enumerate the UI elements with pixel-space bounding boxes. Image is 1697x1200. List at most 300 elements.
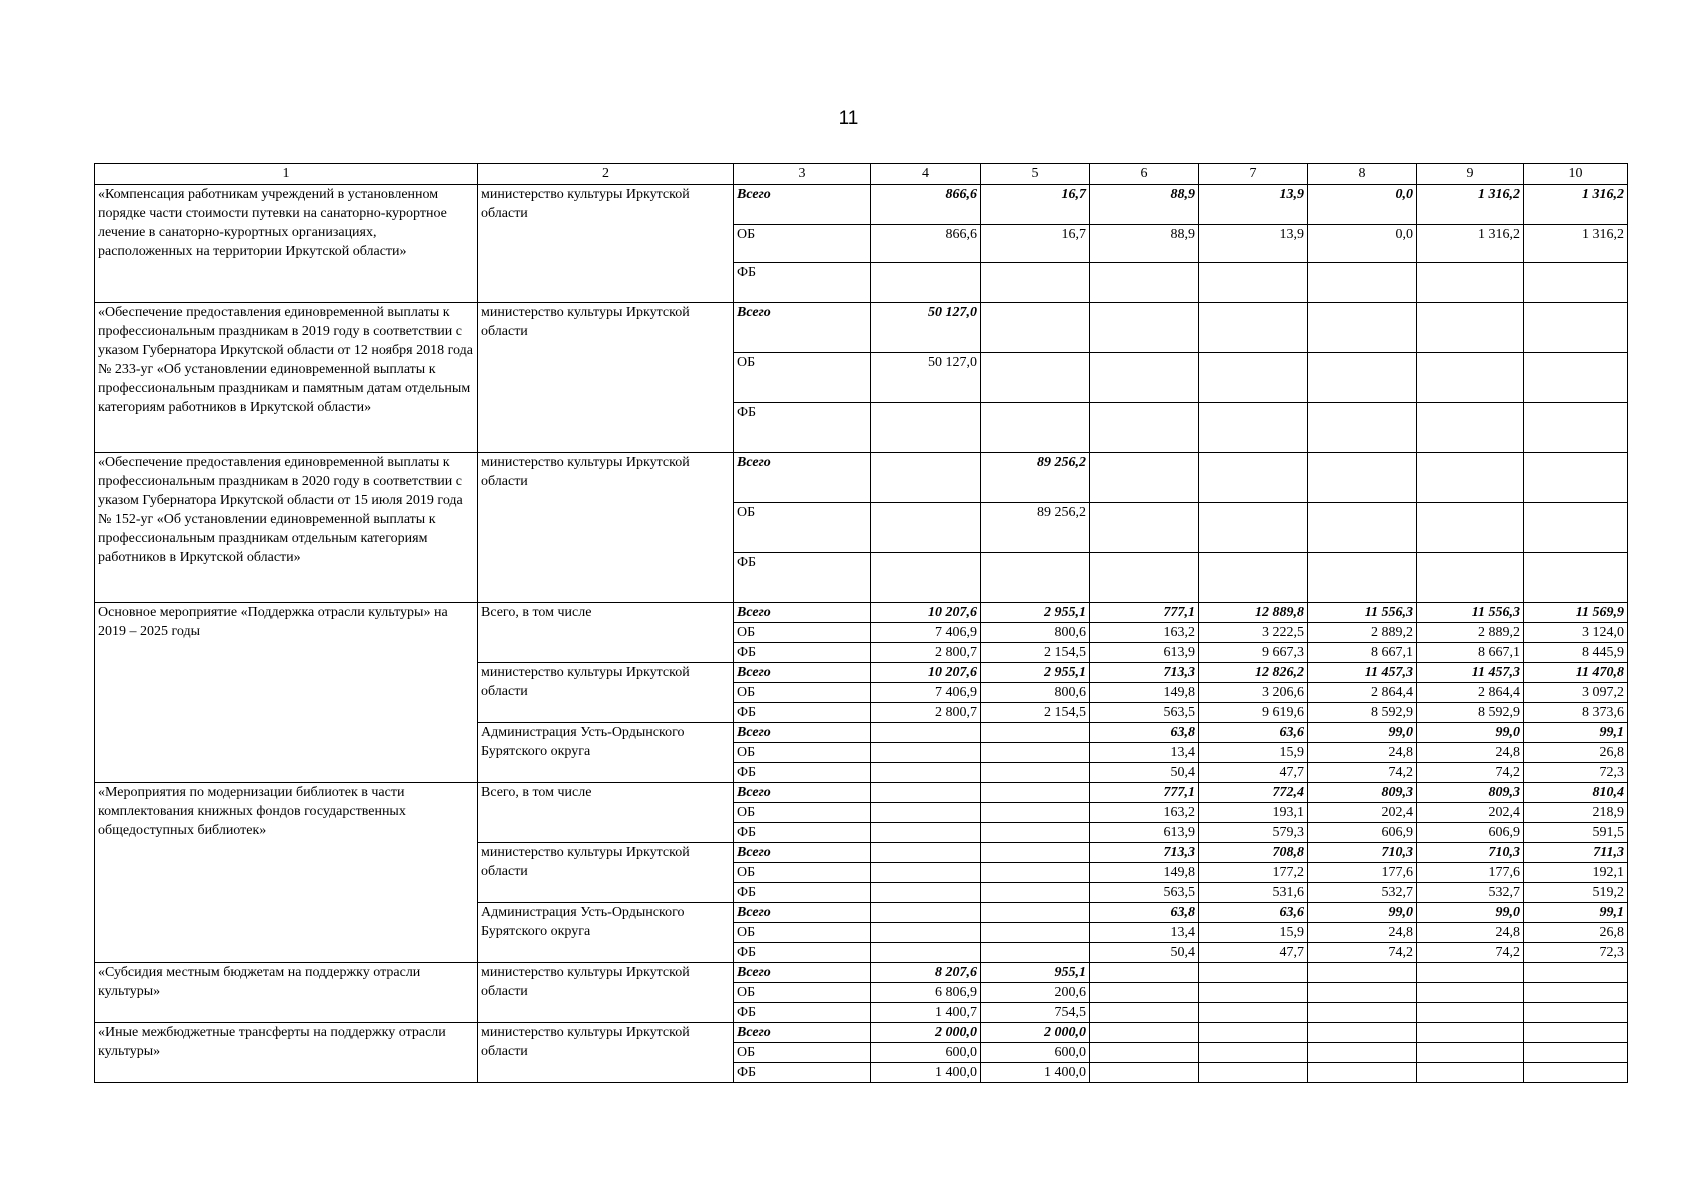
amount-cell: 0,0 <box>1308 185 1417 225</box>
amount-cell: 24,8 <box>1308 923 1417 943</box>
amount-cell: 50,4 <box>1090 763 1199 783</box>
amount-cell <box>1524 1023 1628 1043</box>
amount-cell <box>1308 303 1417 353</box>
funding-source: ФБ <box>734 643 871 663</box>
amount-cell: 600,0 <box>871 1043 981 1063</box>
amount-cell: 11 470,8 <box>1524 663 1628 683</box>
amount-cell: 1 316,2 <box>1417 225 1524 263</box>
amount-cell <box>871 453 981 503</box>
executor: министерство культуры Иркутской области <box>478 303 734 453</box>
amount-cell: 713,3 <box>1090 663 1199 683</box>
amount-cell <box>1417 1063 1524 1083</box>
amount-cell <box>1199 453 1308 503</box>
amount-cell: 2 800,7 <box>871 643 981 663</box>
amount-cell: 866,6 <box>871 225 981 263</box>
amount-cell <box>981 803 1090 823</box>
amount-cell: 6 806,9 <box>871 983 981 1003</box>
amount-cell: 11 556,3 <box>1308 603 1417 623</box>
amount-cell: 8 373,6 <box>1524 703 1628 723</box>
amount-cell <box>871 403 981 453</box>
amount-cell <box>1090 1043 1199 1063</box>
amount-cell <box>1524 983 1628 1003</box>
amount-cell <box>981 863 1090 883</box>
executor: министерство культуры Иркутской области <box>478 453 734 603</box>
amount-cell: 11 457,3 <box>1308 663 1417 683</box>
amount-cell: 177,6 <box>1308 863 1417 883</box>
event-name: «Обеспечение предоставления единовременной выплаты к профессиональным праздникам в 2019 году в соответствии с указом Губернатора Иркутской области от 12 ноября 2018 года № 233-уг «Об установлении единовременной выплаты к профессиональным праздникам и памятным датам отдельным категориям работников в Иркутской области» <box>95 303 478 453</box>
amount-cell: 2 800,7 <box>871 703 981 723</box>
amount-cell: 955,1 <box>981 963 1090 983</box>
funding-source: Всего <box>734 723 871 743</box>
amount-cell: 613,9 <box>1090 823 1199 843</box>
amount-cell: 24,8 <box>1308 743 1417 763</box>
amount-cell: 754,5 <box>981 1003 1090 1023</box>
amount-cell <box>981 303 1090 353</box>
amount-cell <box>1199 963 1308 983</box>
amount-cell <box>1199 1003 1308 1023</box>
executor: министерство культуры Иркутской области <box>478 185 734 303</box>
amount-cell <box>871 823 981 843</box>
amount-cell: 1 400,0 <box>871 1063 981 1083</box>
funding-source: ОБ <box>734 803 871 823</box>
amount-cell <box>871 923 981 943</box>
budget-table-body <box>95 164 1628 1083</box>
budget-table <box>94 163 1628 1083</box>
amount-cell <box>1090 503 1199 553</box>
amount-cell: 2 000,0 <box>871 1023 981 1043</box>
amount-cell: 532,7 <box>1417 883 1524 903</box>
amount-cell: 88,9 <box>1090 225 1199 263</box>
amount-cell <box>1524 353 1628 403</box>
amount-cell: 1 316,2 <box>1524 185 1628 225</box>
amount-cell: 8 592,9 <box>1308 703 1417 723</box>
funding-source: Всего <box>734 303 871 353</box>
executor: Всего, в том числе <box>478 603 734 663</box>
amount-cell: 89 256,2 <box>981 453 1090 503</box>
amount-cell: 713,3 <box>1090 843 1199 863</box>
event-name: Основное мероприятие «Поддержка отрасли культуры» на 2019 – 2025 годы <box>95 603 478 783</box>
amount-cell: 99,0 <box>1308 903 1417 923</box>
executor: министерство культуры Иркутской области <box>478 843 734 903</box>
amount-cell: 47,7 <box>1199 943 1308 963</box>
amount-cell: 99,0 <box>1417 723 1524 743</box>
event-name: «Компенсация работникам учреждений в установленном порядке части стоимости путевки на санаторно-курортное лечение в санаторно-курортных организациях, расположенных на территории Иркутской области» <box>95 185 478 303</box>
amount-cell: 63,8 <box>1090 723 1199 743</box>
amount-cell <box>1308 1023 1417 1043</box>
funding-source: Всего <box>734 783 871 803</box>
amount-cell <box>1199 403 1308 453</box>
table-row <box>95 1023 1628 1043</box>
amount-cell: 24,8 <box>1417 923 1524 943</box>
amount-cell <box>981 263 1090 303</box>
amount-cell: 708,8 <box>1199 843 1308 863</box>
amount-cell <box>1524 1043 1628 1063</box>
amount-cell: 202,4 <box>1308 803 1417 823</box>
column-header: 3 <box>734 164 871 185</box>
amount-cell: 1 400,7 <box>871 1003 981 1023</box>
funding-source: Всего <box>734 185 871 225</box>
amount-cell: 8 445,9 <box>1524 643 1628 663</box>
column-header: 1 <box>95 164 478 185</box>
amount-cell <box>1524 263 1628 303</box>
amount-cell <box>1308 263 1417 303</box>
amount-cell <box>1417 553 1524 603</box>
amount-cell <box>1199 303 1308 353</box>
event-name: «Мероприятия по модернизации библиотек в части комплектования книжных фондов государственных общедоступных библиотек» <box>95 783 478 963</box>
amount-cell: 800,6 <box>981 623 1090 643</box>
amount-cell: 600,0 <box>981 1043 1090 1063</box>
amount-cell: 13,9 <box>1199 185 1308 225</box>
event-name: «Иные межбюджетные трансферты на поддержку отрасли культуры» <box>95 1023 478 1083</box>
amount-cell: 202,4 <box>1417 803 1524 823</box>
amount-cell: 810,4 <box>1524 783 1628 803</box>
funding-source: ОБ <box>734 743 871 763</box>
funding-source: Всего <box>734 903 871 923</box>
amount-cell: 2 154,5 <box>981 643 1090 663</box>
amount-cell <box>1199 1063 1308 1083</box>
funding-source: ОБ <box>734 225 871 263</box>
amount-cell: 2 955,1 <box>981 663 1090 683</box>
amount-cell: 532,7 <box>1308 883 1417 903</box>
amount-cell <box>871 943 981 963</box>
amount-cell: 3 097,2 <box>1524 683 1628 703</box>
amount-cell <box>1090 963 1199 983</box>
table-row <box>95 185 1628 225</box>
amount-cell: 10 207,6 <box>871 663 981 683</box>
amount-cell: 11 556,3 <box>1417 603 1524 623</box>
amount-cell: 8 667,1 <box>1308 643 1417 663</box>
amount-cell <box>1090 303 1199 353</box>
funding-source: ОБ <box>734 353 871 403</box>
amount-cell: 2 889,2 <box>1417 623 1524 643</box>
amount-cell: 1 316,2 <box>1417 185 1524 225</box>
funding-source: ОБ <box>734 863 871 883</box>
amount-cell: 99,1 <box>1524 723 1628 743</box>
amount-cell <box>1199 1023 1308 1043</box>
amount-cell <box>871 263 981 303</box>
amount-cell <box>1524 1063 1628 1083</box>
amount-cell <box>981 723 1090 743</box>
amount-cell: 149,8 <box>1090 863 1199 883</box>
amount-cell: 0,0 <box>1308 225 1417 263</box>
amount-cell <box>871 863 981 883</box>
amount-cell: 72,3 <box>1524 763 1628 783</box>
amount-cell: 9 619,6 <box>1199 703 1308 723</box>
amount-cell: 218,9 <box>1524 803 1628 823</box>
funding-source: ФБ <box>734 883 871 903</box>
amount-cell: 15,9 <box>1199 743 1308 763</box>
executor: Администрация Усть-Ордынского Бурятского округа <box>478 723 734 783</box>
amount-cell <box>981 403 1090 453</box>
amount-cell <box>981 883 1090 903</box>
amount-cell: 7 406,9 <box>871 623 981 643</box>
executor: Администрация Усть-Ордынского Бурятского округа <box>478 903 734 963</box>
column-header: 2 <box>478 164 734 185</box>
amount-cell: 8 667,1 <box>1417 643 1524 663</box>
amount-cell <box>1524 963 1628 983</box>
amount-cell <box>981 923 1090 943</box>
amount-cell <box>1308 503 1417 553</box>
column-header: 4 <box>871 164 981 185</box>
amount-cell: 10 207,6 <box>871 603 981 623</box>
amount-cell <box>981 763 1090 783</box>
amount-cell <box>1090 1023 1199 1043</box>
amount-cell: 8 207,6 <box>871 963 981 983</box>
amount-cell <box>871 743 981 763</box>
amount-cell <box>1417 1023 1524 1043</box>
executor: министерство культуры Иркутской области <box>478 1023 734 1083</box>
amount-cell <box>1524 503 1628 553</box>
amount-cell <box>1308 983 1417 1003</box>
amount-cell <box>981 783 1090 803</box>
funding-source: Всего <box>734 603 871 623</box>
table-row <box>95 963 1628 983</box>
amount-cell: 149,8 <box>1090 683 1199 703</box>
amount-cell <box>981 943 1090 963</box>
amount-cell <box>1417 963 1524 983</box>
amount-cell: 710,3 <box>1308 843 1417 863</box>
amount-cell: 200,6 <box>981 983 1090 1003</box>
amount-cell: 26,8 <box>1524 923 1628 943</box>
amount-cell <box>871 553 981 603</box>
amount-cell <box>1417 263 1524 303</box>
amount-cell <box>1090 263 1199 303</box>
amount-cell: 606,9 <box>1308 823 1417 843</box>
amount-cell <box>1199 553 1308 603</box>
amount-cell <box>1199 983 1308 1003</box>
funding-source: ФБ <box>734 763 871 783</box>
amount-cell: 74,2 <box>1308 763 1417 783</box>
amount-cell: 99,0 <box>1417 903 1524 923</box>
amount-cell: 16,7 <box>981 185 1090 225</box>
amount-cell: 12 889,8 <box>1199 603 1308 623</box>
amount-cell: 13,4 <box>1090 923 1199 943</box>
funding-source: ФБ <box>734 553 871 603</box>
amount-cell <box>1090 1003 1199 1023</box>
amount-cell: 2 955,1 <box>981 603 1090 623</box>
amount-cell: 63,8 <box>1090 903 1199 923</box>
funding-source: ФБ <box>734 823 871 843</box>
amount-cell <box>871 843 981 863</box>
funding-source: Всего <box>734 1023 871 1043</box>
header-row <box>95 164 1628 185</box>
funding-source: ФБ <box>734 703 871 723</box>
amount-cell: 8 592,9 <box>1417 703 1524 723</box>
amount-cell: 74,2 <box>1308 943 1417 963</box>
amount-cell <box>981 823 1090 843</box>
amount-cell <box>1524 1003 1628 1023</box>
amount-cell: 531,6 <box>1199 883 1308 903</box>
amount-cell: 2 889,2 <box>1308 623 1417 643</box>
amount-cell: 192,1 <box>1524 863 1628 883</box>
amount-cell <box>1524 553 1628 603</box>
amount-cell: 777,1 <box>1090 603 1199 623</box>
amount-cell <box>1308 453 1417 503</box>
amount-cell <box>871 883 981 903</box>
amount-cell <box>1417 403 1524 453</box>
funding-source: ОБ <box>734 923 871 943</box>
amount-cell <box>871 723 981 743</box>
amount-cell <box>1417 303 1524 353</box>
amount-cell: 2 864,4 <box>1417 683 1524 703</box>
column-header: 10 <box>1524 164 1628 185</box>
amount-cell: 99,0 <box>1308 723 1417 743</box>
funding-source: Всего <box>734 663 871 683</box>
amount-cell <box>1308 963 1417 983</box>
amount-cell: 591,5 <box>1524 823 1628 843</box>
amount-cell <box>871 763 981 783</box>
amount-cell: 26,8 <box>1524 743 1628 763</box>
amount-cell: 772,4 <box>1199 783 1308 803</box>
amount-cell <box>981 353 1090 403</box>
amount-cell <box>1308 1003 1417 1023</box>
amount-cell: 99,1 <box>1524 903 1628 923</box>
amount-cell: 613,9 <box>1090 643 1199 663</box>
amount-cell: 50,4 <box>1090 943 1199 963</box>
amount-cell: 16,7 <box>981 225 1090 263</box>
amount-cell: 3 206,6 <box>1199 683 1308 703</box>
amount-cell <box>1308 1063 1417 1083</box>
funding-source: Всего <box>734 453 871 503</box>
amount-cell: 800,6 <box>981 683 1090 703</box>
amount-cell: 63,6 <box>1199 723 1308 743</box>
amount-cell <box>1090 553 1199 603</box>
executor: министерство культуры Иркутской области <box>478 663 734 723</box>
amount-cell: 193,1 <box>1199 803 1308 823</box>
amount-cell: 809,3 <box>1308 783 1417 803</box>
amount-cell <box>981 843 1090 863</box>
amount-cell: 777,1 <box>1090 783 1199 803</box>
amount-cell: 579,3 <box>1199 823 1308 843</box>
amount-cell <box>1308 403 1417 453</box>
amount-cell: 163,2 <box>1090 623 1199 643</box>
column-header: 6 <box>1090 164 1199 185</box>
table-row <box>95 453 1628 503</box>
amount-cell <box>1417 503 1524 553</box>
funding-source: Всего <box>734 843 871 863</box>
amount-cell: 177,6 <box>1417 863 1524 883</box>
amount-cell <box>1308 1043 1417 1063</box>
amount-cell <box>981 743 1090 763</box>
amount-cell: 9 667,3 <box>1199 643 1308 663</box>
amount-cell: 11 569,9 <box>1524 603 1628 623</box>
amount-cell: 710,3 <box>1417 843 1524 863</box>
column-header: 9 <box>1417 164 1524 185</box>
column-header: 5 <box>981 164 1090 185</box>
amount-cell: 47,7 <box>1199 763 1308 783</box>
funding-source: ОБ <box>734 983 871 1003</box>
amount-cell: 72,3 <box>1524 943 1628 963</box>
funding-source: Всего <box>734 963 871 983</box>
amount-cell: 3 124,0 <box>1524 623 1628 643</box>
amount-cell: 1 316,2 <box>1524 225 1628 263</box>
amount-cell: 177,2 <box>1199 863 1308 883</box>
table-row <box>95 603 1628 623</box>
page-number: 11 <box>838 108 859 129</box>
amount-cell: 1 400,0 <box>981 1063 1090 1083</box>
funding-source: ОБ <box>734 1043 871 1063</box>
amount-cell <box>1090 453 1199 503</box>
amount-cell <box>1090 403 1199 453</box>
amount-cell: 606,9 <box>1417 823 1524 843</box>
amount-cell: 2 000,0 <box>981 1023 1090 1043</box>
amount-cell: 866,6 <box>871 185 981 225</box>
amount-cell: 89 256,2 <box>981 503 1090 553</box>
amount-cell: 15,9 <box>1199 923 1308 943</box>
amount-cell <box>1199 503 1308 553</box>
event-name: «Обеспечение предоставления единовременной выплаты к профессиональным праздникам в 2020 году в соответствии с указом Губернатора Иркутской области от 15 июля 2019 года № 152-уг «Об установлении единовременной выплаты к профессиональным праздникам отдельным категориям работников в Иркутской области» <box>95 453 478 603</box>
funding-source: ФБ <box>734 1003 871 1023</box>
event-name: «Субсидия местным бюджетам на поддержку отрасли культуры» <box>95 963 478 1023</box>
amount-cell <box>1199 353 1308 403</box>
amount-cell <box>1417 353 1524 403</box>
table-row <box>95 303 1628 353</box>
amount-cell <box>871 503 981 553</box>
amount-cell: 88,9 <box>1090 185 1199 225</box>
amount-cell <box>871 783 981 803</box>
amount-cell: 11 457,3 <box>1417 663 1524 683</box>
amount-cell: 13,9 <box>1199 225 1308 263</box>
amount-cell <box>871 803 981 823</box>
funding-source: ФБ <box>734 403 871 453</box>
column-header: 8 <box>1308 164 1417 185</box>
amount-cell <box>871 903 981 923</box>
table-row <box>95 783 1628 803</box>
amount-cell: 63,6 <box>1199 903 1308 923</box>
amount-cell <box>1090 983 1199 1003</box>
amount-cell: 2 154,5 <box>981 703 1090 723</box>
amount-cell: 13,4 <box>1090 743 1199 763</box>
amount-cell: 809,3 <box>1417 783 1524 803</box>
amount-cell: 519,2 <box>1524 883 1628 903</box>
amount-cell: 7 406,9 <box>871 683 981 703</box>
amount-cell <box>1524 403 1628 453</box>
amount-cell: 74,2 <box>1417 763 1524 783</box>
amount-cell <box>1417 1043 1524 1063</box>
amount-cell <box>1308 553 1417 603</box>
amount-cell <box>1308 353 1417 403</box>
funding-source: ОБ <box>734 503 871 553</box>
funding-source: ОБ <box>734 623 871 643</box>
amount-cell: 24,8 <box>1417 743 1524 763</box>
amount-cell <box>1090 353 1199 403</box>
amount-cell <box>1090 1063 1199 1083</box>
amount-cell: 3 222,5 <box>1199 623 1308 643</box>
amount-cell <box>981 903 1090 923</box>
funding-source: ФБ <box>734 263 871 303</box>
amount-cell <box>1524 453 1628 503</box>
amount-cell <box>1417 453 1524 503</box>
amount-cell: 50 127,0 <box>871 353 981 403</box>
amount-cell: 50 127,0 <box>871 303 981 353</box>
amount-cell: 563,5 <box>1090 883 1199 903</box>
amount-cell: 711,3 <box>1524 843 1628 863</box>
amount-cell <box>1417 1003 1524 1023</box>
amount-cell <box>1524 303 1628 353</box>
amount-cell <box>1417 983 1524 1003</box>
funding-source: ОБ <box>734 683 871 703</box>
executor: Всего, в том числе <box>478 783 734 843</box>
amount-cell <box>1199 1043 1308 1063</box>
amount-cell: 163,2 <box>1090 803 1199 823</box>
amount-cell: 563,5 <box>1090 703 1199 723</box>
amount-cell <box>1199 263 1308 303</box>
amount-cell: 12 826,2 <box>1199 663 1308 683</box>
amount-cell: 2 864,4 <box>1308 683 1417 703</box>
funding-source: ФБ <box>734 1063 871 1083</box>
amount-cell: 74,2 <box>1417 943 1524 963</box>
funding-source: ФБ <box>734 943 871 963</box>
